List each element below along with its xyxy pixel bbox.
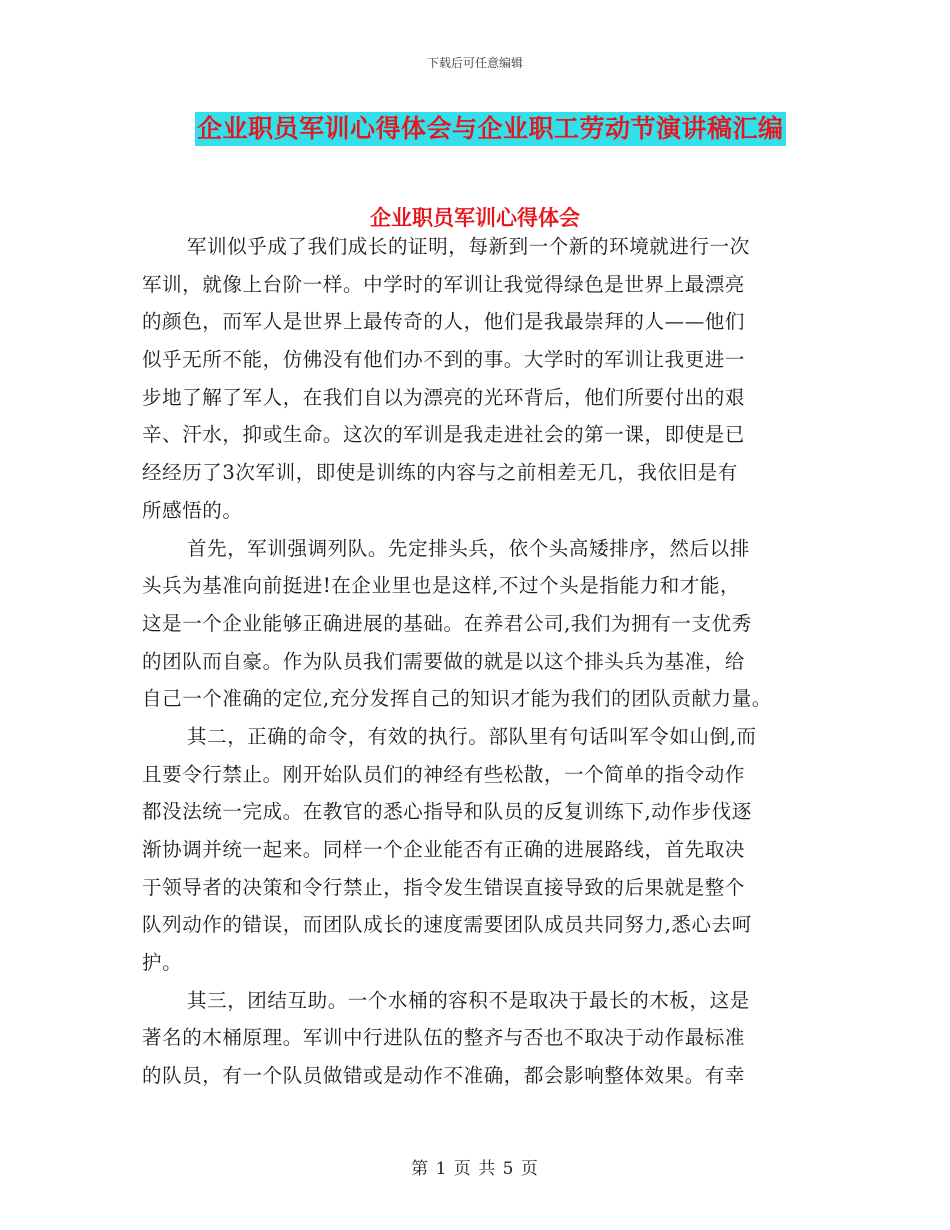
paragraph-line: 都没法统一完成。在教官的悉心指导和队员的反复训练下,动作步伐逐 <box>142 800 752 824</box>
paragraph-line: 似乎无所不能，仿佛没有他们办不到的事。大学时的军训让我更进一 <box>142 348 746 372</box>
paragraph-line: 经经历了3次军训，即使是训练的内容与之前相差无几，我依旧是有 <box>142 461 738 485</box>
paragraph-line: 军训，就像上台阶一样。中学时的军训让我觉得绿色是世界上最漂亮 <box>142 272 746 296</box>
body-text <box>142 228 802 1095</box>
paragraph-line: 头兵为基准向前挺进!在企业里也是这样,不过个头是指能力和才能， <box>142 574 741 598</box>
paragraph-line: 首先，军训强调列队。先定排头兵，依个头高矮排序，然后以排 <box>187 536 750 560</box>
paragraph-line: 这是一个企业能够正确进展的基础。在养君公司,我们为拥有一支优秀 <box>142 611 752 635</box>
paragraph-line: 辛、汗水，抑或生命。这次的军训是我走进社会的第一课，即使是已 <box>142 423 746 447</box>
paragraph-line: 渐协调并统一起来。同样一个企业能否有正确的进展路线，首先取决 <box>142 838 746 861</box>
paragraph-line: 队列动作的错误，而团队成长的速度需要团队成员共同努力,悉心去呵 <box>142 913 752 937</box>
paragraph-line: 步地了解了军人，在我们自以为漂亮的光环背后，他们所要付出的艰 <box>142 385 746 409</box>
document-title: 企业职员军训心得体会与企业职工劳动节演讲稿汇编 <box>195 112 786 146</box>
paragraph-line: 且要令行禁止。刚开始队员们的神经有些松散，一个简单的指令动作 <box>142 762 746 786</box>
paragraph-line: 其三，团结互助。一个水桶的容积不是取决于最长的木板，这是 <box>187 988 750 1012</box>
page-footer: 第 1 页 共 5 页 <box>411 1159 539 1179</box>
paragraph-line: 护。 <box>142 951 183 975</box>
paragraph-line: 其二，正确的命令，有效的执行。部队里有句话叫军令如山倒,而 <box>187 724 757 748</box>
paragraph-line: 军训似乎成了我们成长的证明，每新到一个新的环境就进行一次 <box>187 235 750 258</box>
paragraph-line: 于领导者的决策和令行禁止，指令发生错误直接导致的后果就是整个 <box>142 875 746 899</box>
section-title: 企业职员军训心得体会 <box>370 206 580 230</box>
paragraph-line: 的团队而自豪。作为队员我们需要做的就是以这个排头兵为基准，给 <box>142 649 746 673</box>
paragraph-line: 的颜色，而军人是世界上最传奇的人，他们是我最崇拜的人——他们 <box>142 310 746 334</box>
paragraph-line: 所感悟的。 <box>142 498 243 522</box>
paragraph-line: 的队员，有一个队员做错或是动作不准确，都会影响整体效果。有幸 <box>142 1064 746 1088</box>
paragraph-line: 著名的木桶原理。军训中行进队伍的整齐与否也不取决于动作最标准 <box>142 1026 746 1050</box>
header-note: 下载后可任意编辑 <box>426 56 523 70</box>
paragraph-line: 自己一个准确的定位,充分发挥自己的知识才能为我们的团队贡献力量。 <box>142 687 772 711</box>
